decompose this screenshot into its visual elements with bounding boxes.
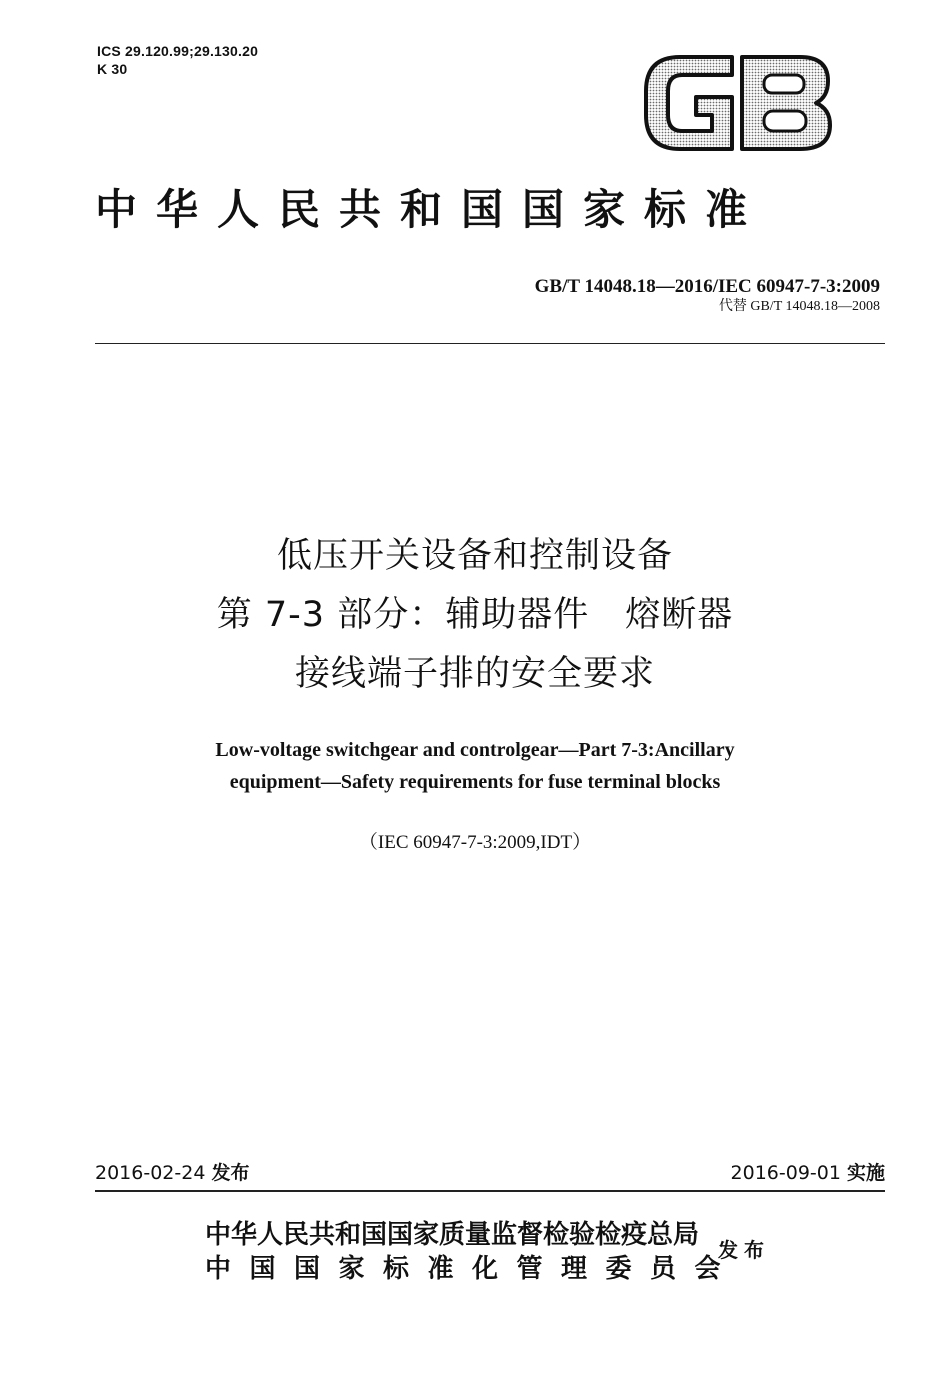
implement-date-label: 实施: [846, 1162, 885, 1184]
gb-logo-icon: [640, 53, 835, 153]
publish-date-label: 发布: [211, 1162, 250, 1184]
adoption-note: （IEC 60947-7-3:2009,IDT）: [358, 832, 592, 853]
issuing-organizations: [205, 1218, 739, 1286]
issue-action: 发布: [718, 1238, 770, 1262]
standard-number: GB/T 14048.18—2016/IEC 60947-7-3:2009: [534, 276, 880, 297]
english-title: [0, 734, 950, 798]
english-title-line-2: equipment—Safety requirements for fuse terminal blocks: [229, 771, 721, 793]
chinese-title-line-1: 低压开关设备和控制设备: [276, 536, 673, 576]
bottom-divider: [95, 1190, 885, 1192]
issuer-org-1: 中华人民共和国国家质量监督检验检疫总局: [205, 1220, 700, 1250]
chinese-title: [0, 527, 950, 704]
english-title-line-1: Low-voltage switchgear and controlgear—Part 7-3:Ancillary: [215, 739, 735, 761]
classification-codes: [97, 42, 258, 78]
implement-date: [731, 1160, 885, 1186]
chinese-title-line-3: 接线端子排的安全要求: [294, 654, 655, 694]
implement-date-value: 2016-09-01: [730, 1162, 841, 1184]
standard-type-heading: 中华人民共和国国家标准: [95, 185, 767, 234]
top-divider: [95, 343, 885, 344]
publish-date: [95, 1160, 249, 1186]
issuer-org-2: 中国国家标准化管理委员会: [205, 1254, 740, 1284]
replaces-note: 代替 GB/T 14048.18—2008: [718, 299, 880, 314]
ccs-code: K 30: [97, 61, 128, 77]
standard-number-block: [535, 276, 880, 316]
ics-code: ICS 29.120.99;29.130.20: [97, 43, 259, 59]
chinese-title-line-2: 第 7-3 部分：辅助器件 熔断器: [216, 595, 734, 635]
publish-date-value: 2016-02-24: [95, 1162, 206, 1184]
